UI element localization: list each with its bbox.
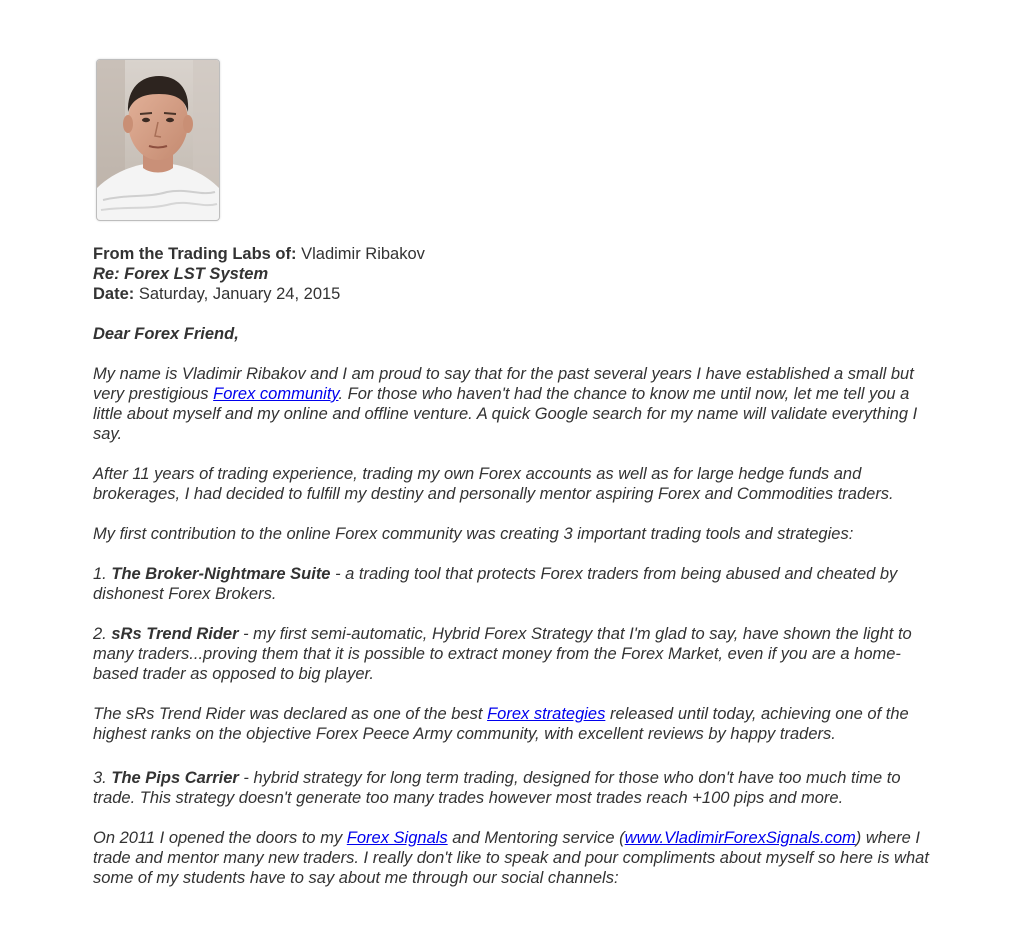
item-2-text: - my first semi-automatic, Hybrid Forex Strategy that I'm glad to say, have shown the light to many traders...proving them that it is possible to extract money from the Forex Market, even if you are a home-based trader as opposed to big player. [93,625,912,683]
item-2-title: sRs Trend Rider [111,625,239,643]
tool-item-3 [93,768,943,808]
signals-text-a: On 2011 I opened the doors to my [93,829,347,847]
letter-header [93,244,943,304]
item-1-number: 1. [93,565,112,583]
item-1-title: The Broker-Nightmare Suite [111,565,331,583]
date-line [93,284,943,304]
experience-paragraph: After 11 years of trading experience, trading my own Forex accounts as well as for large hedge funds and brokerages, I had decided to fulfill my destiny and personally mentor aspiring Forex and Commodities traders. [93,465,894,503]
signals-paragraph [93,828,943,888]
item-2-number: 2. [93,625,112,643]
trend-rider-paragraph [93,704,943,744]
tool-item-2 [93,624,943,684]
portrait-photo-icon [97,60,219,220]
intro-text-a: My name is Vladimir Ribakov and I am proud to say that for the past several years I have established a small but very prestigious [93,365,914,403]
greeting: Dear Forex Friend, [93,325,239,343]
vladimir-forex-signals-site-link[interactable]: www.VladimirForexSignals.com [624,829,856,847]
item-3-number: 3. [93,769,112,787]
intro-text-b: . For those who haven't had the chance to know me until now, let me tell you a little about myself and my online and offline venture. A quick Google search for my name will validate everything I say. [93,385,918,443]
author-photo [96,59,220,221]
forex-signals-link[interactable]: Forex Signals [346,829,448,847]
item-1-text: - a trading tool that protects Forex traders from being abused and cheated by dishonest Forex Brokers. [93,565,898,603]
item-3-title: The Pips Carrier [111,769,239,787]
from-label: From the Trading Labs of: [93,245,297,263]
intro-paragraph [93,364,943,444]
tool-item-1 [93,564,943,604]
from-line [93,244,943,264]
subject-line: Re: Forex LST System [93,265,269,283]
signals-text-b: and Mentoring service ( [447,829,625,847]
from-value: Vladimir Ribakov [296,245,425,263]
date-value: Saturday, January 24, 2015 [134,285,341,303]
signals-text-c: ) where I trade and mentor many new traders. I really don't like to speak and pour compliments about myself so here is what some of my students have to say about me through our social channels: [93,829,929,887]
item-3-text: - hybrid strategy for long term trading, designed for those who don't have too much time to trade. This strategy doesn't generate too many trades however most trades reach +100 pips and more. [93,769,901,807]
date-label: Date: [93,285,135,303]
trend-rider-text-b: released until today, achieving one of the highest ranks on the objective Forex Peece Army community, with excellent reviews by happy traders. [93,705,909,743]
forex-strategies-link[interactable]: Forex strategies [487,705,606,723]
contribution-paragraph: My first contribution to the online Forex community was creating 3 important trading tools and strategies: [93,525,854,543]
trend-rider-text-a: The sRs Trend Rider was declared as one of the best [93,705,488,723]
forex-community-link[interactable]: Forex community [213,385,339,403]
